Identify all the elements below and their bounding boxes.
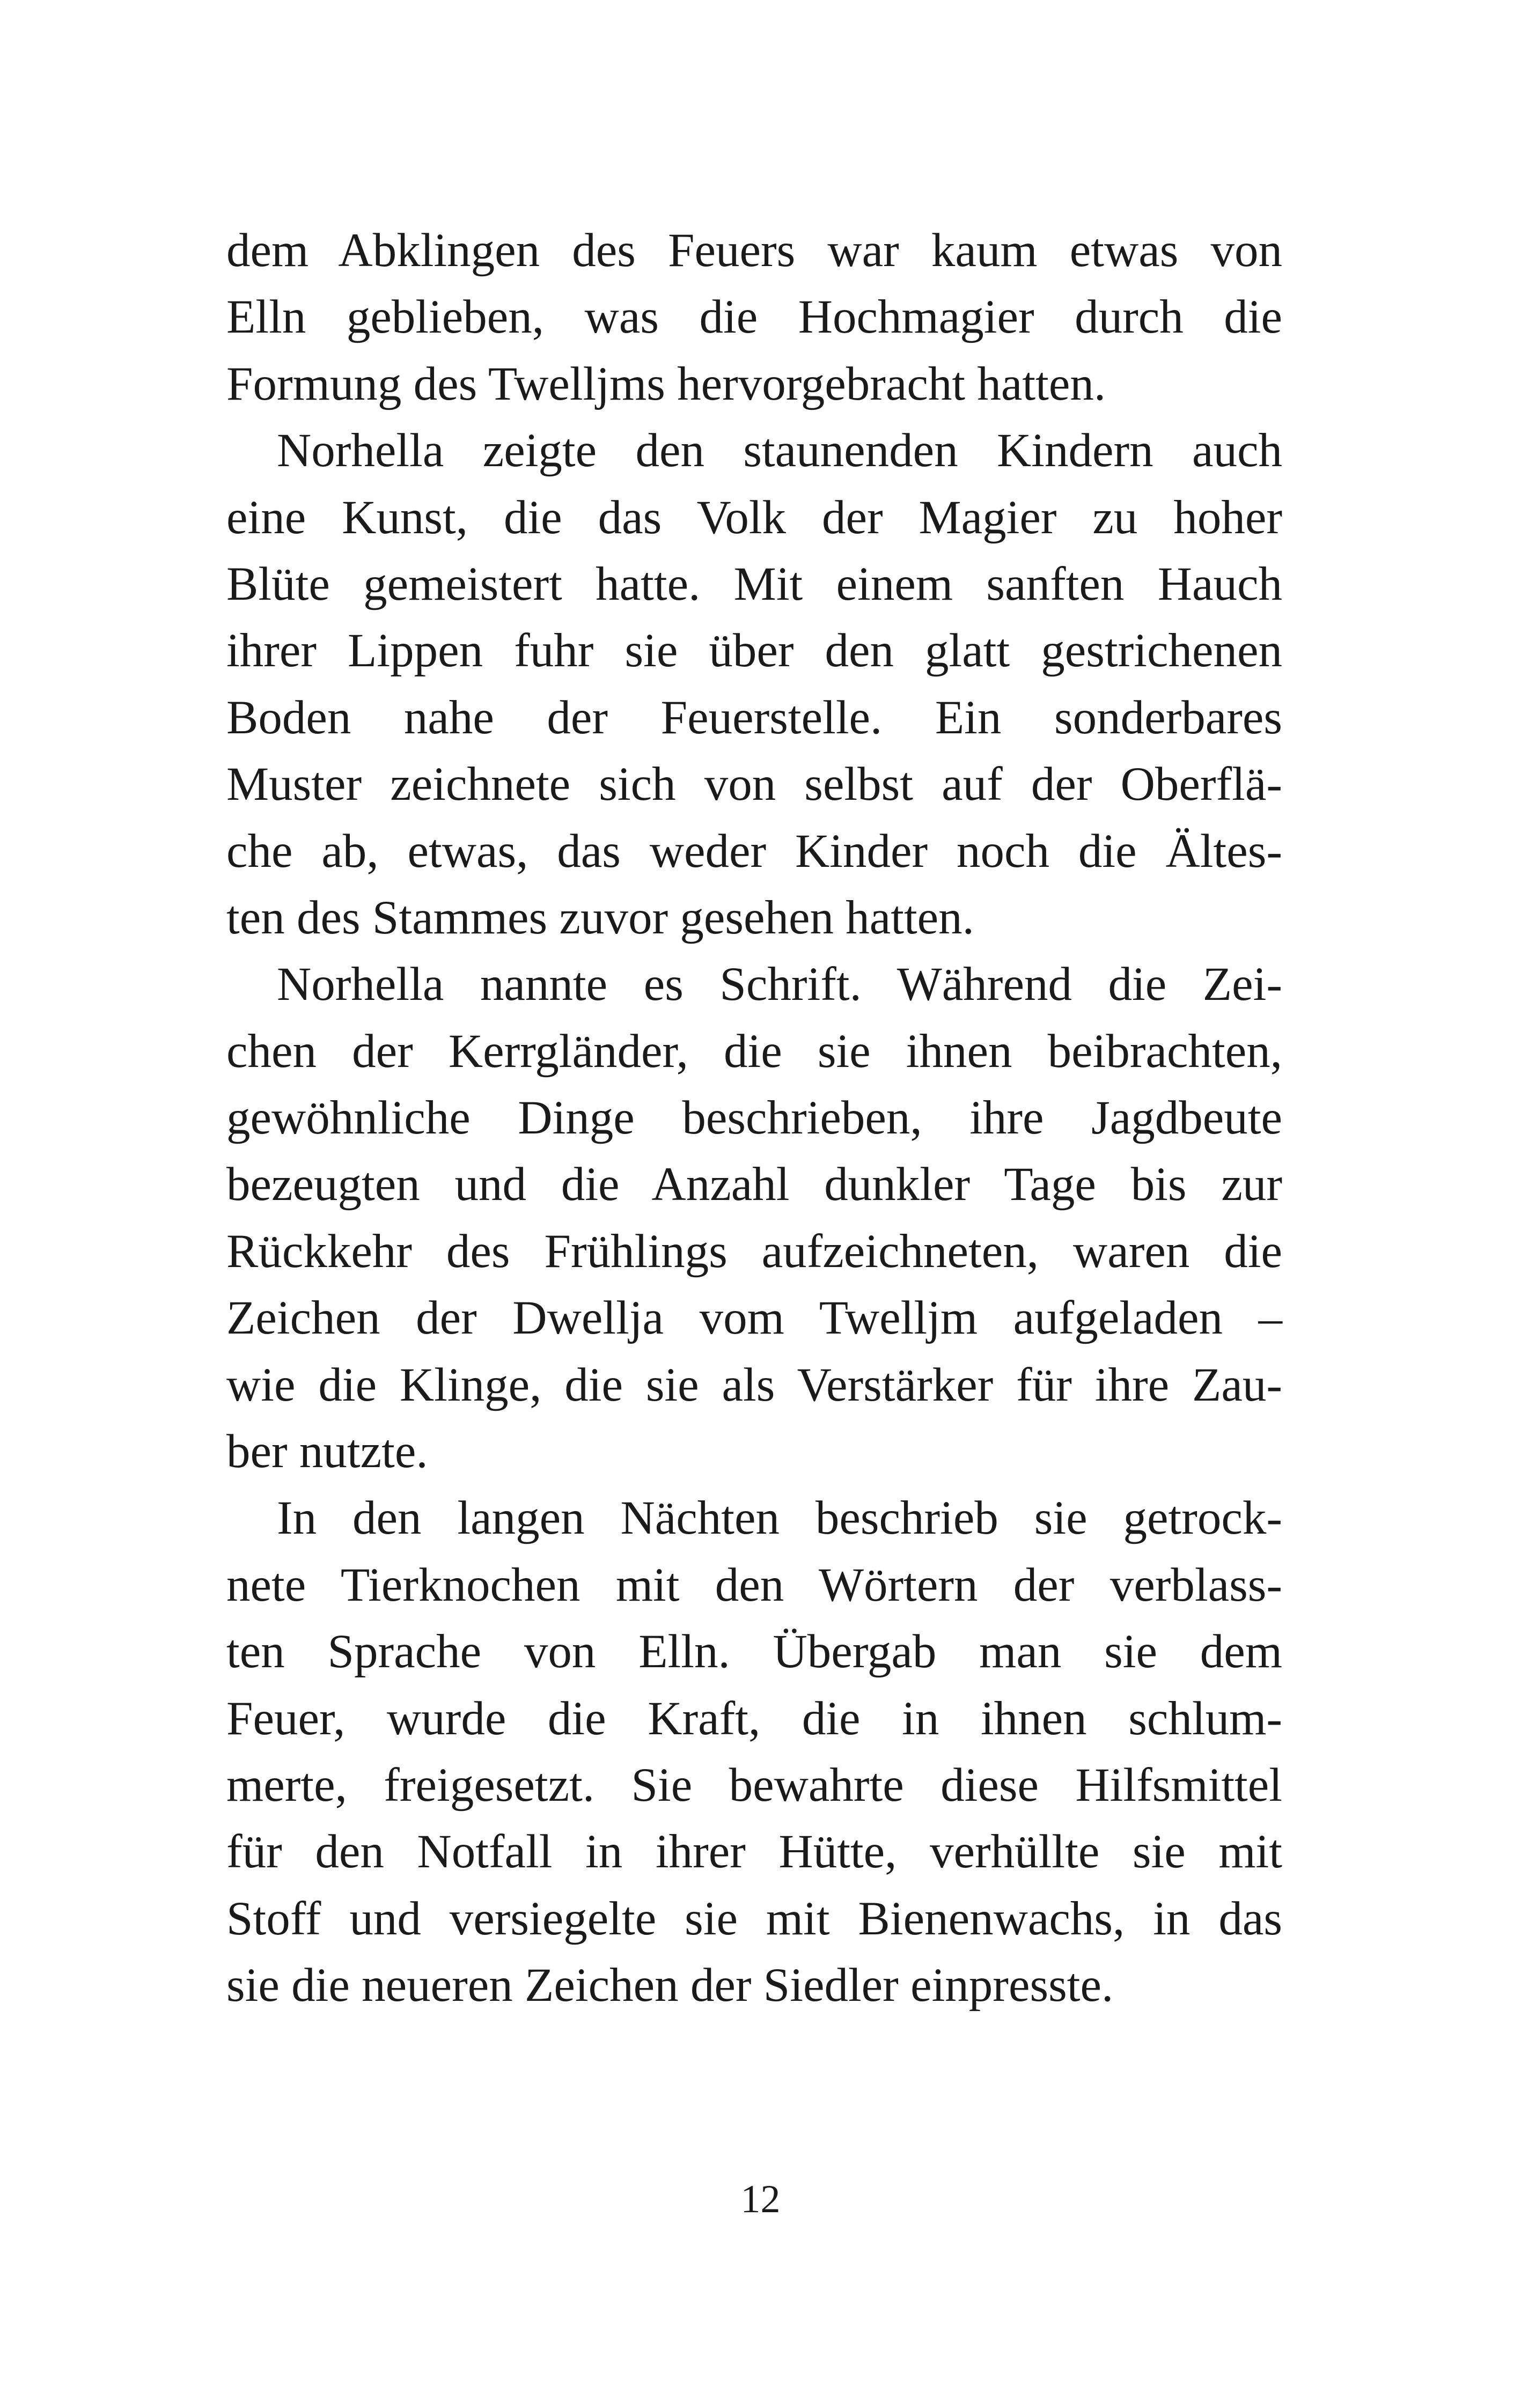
text-line: che ab, etwas, das weder Kinder noch die Ältes- bbox=[226, 824, 1282, 878]
text-line: chen der Kerrgländer, die sie ihnen beibrachten, bbox=[226, 1025, 1282, 1078]
paragraph-1 bbox=[226, 217, 1282, 417]
text-line: Blüte gemeistert hatte. Mit einem sanften Hauch bbox=[226, 557, 1282, 610]
text-line: Stoff und versiegelte sie mit Bienenwachs, in das bbox=[226, 1892, 1282, 1945]
text-line: ten des Stammes zuvor gesehen hatten. bbox=[226, 891, 974, 944]
text-line: Zeichen der Dwellja vom Twelljm aufgeladen – bbox=[226, 1292, 1282, 1345]
paragraph-2 bbox=[226, 417, 1282, 951]
text-line: Norhella nannte es Schrift. Während die Zei- bbox=[277, 958, 1282, 1011]
paragraph-4 bbox=[226, 1485, 1282, 2019]
text-line: ihrer Lippen fuhr sie über den glatt gestrichenen bbox=[226, 624, 1282, 678]
text-line: Rückkehr des Frühlings aufzeichneten, waren die bbox=[226, 1225, 1282, 1278]
text-line: für den Notfall in ihrer Hütte, verhüllte sie mit bbox=[226, 1825, 1282, 1879]
text-line: In den langen Nächten beschrieb sie getrock- bbox=[277, 1492, 1282, 1545]
text-line: gewöhnliche Dinge beschrieben, ihre Jagdbeute bbox=[226, 1092, 1282, 1145]
text-line: wie die Klinge, die sie als Verstärker für ihre Zau- bbox=[226, 1358, 1282, 1411]
text-line: Muster zeichnete sich von selbst auf der Oberflä- bbox=[226, 758, 1282, 811]
paragraph-3 bbox=[226, 951, 1282, 1485]
text-line: nete Tierknochen mit den Wörtern der verblass- bbox=[226, 1558, 1282, 1611]
text-line: ber nutzte. bbox=[226, 1425, 428, 1478]
text-line: dem Abklingen des Feuers war kaum etwas von bbox=[226, 224, 1282, 277]
text-line: Feuer, wurde die Kraft, die in ihnen schlum- bbox=[226, 1692, 1282, 1745]
body-text bbox=[226, 217, 1282, 2019]
page-number: 12 bbox=[740, 2177, 781, 2221]
text-line: Elln geblieben, was die Hochmagier durch die bbox=[226, 291, 1282, 344]
text-line: ten Sprache von Elln. Übergab man sie dem bbox=[226, 1625, 1282, 1678]
text-line: eine Kunst, die das Volk der Magier zu hoher bbox=[226, 491, 1282, 544]
text-line: bezeugten und die Anzahl dunkler Tage bis zur bbox=[226, 1158, 1282, 1211]
text-line: sie die neueren Zeichen der Siedler einpresste. bbox=[226, 1959, 1114, 2012]
text-line: Norhella zeigte den staunenden Kindern auch bbox=[277, 424, 1282, 477]
text-line: Formung des Twelljms hervorgebracht hatten. bbox=[226, 357, 1106, 410]
text-line: merte, freigesetzt. Sie bewahrte diese Hilfsmittel bbox=[226, 1758, 1282, 1811]
text-line: Boden nahe der Feuerstelle. Ein sonderbares bbox=[226, 691, 1282, 744]
